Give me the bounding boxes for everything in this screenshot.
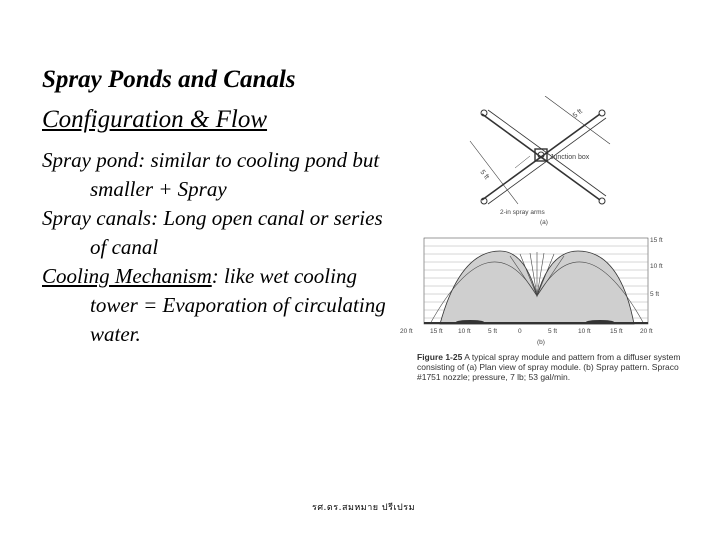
x-label: 10 ft	[458, 328, 471, 335]
x-label: 5 ft	[488, 328, 498, 335]
junction-label: Junction box	[550, 154, 590, 161]
x-label: 20 ft	[640, 328, 653, 335]
x-label: 15 ft	[610, 328, 623, 335]
height-15ft: 15 ft	[650, 237, 663, 244]
cooling-mechanism-term: Cooling Mechanism	[42, 264, 212, 288]
x-axis-labels	[400, 328, 653, 335]
dimension-line	[545, 96, 610, 144]
footer-author: รศ.ดร.สมหมาย ปรีเปรม	[312, 503, 416, 513]
spray-arms-label: 2-in spray arms	[500, 209, 545, 216]
spray-pattern	[424, 238, 648, 324]
plan-dim-left: 5 ft	[478, 168, 490, 181]
x-label: 15 ft	[430, 328, 443, 335]
height-10ft: 10 ft	[650, 263, 663, 270]
x-label: 10 ft	[578, 328, 591, 335]
slide-subtitle: Configuration & Flow	[42, 106, 268, 133]
nozzle	[599, 198, 605, 204]
caption-text: A typical spray module and pattern from a diffuser system consisting of (a) Plan view of spray module. (b) Spray pattern. Spraco #1751 nozzle; pressure, 7 lb; 53 gal/min.	[417, 352, 681, 382]
slide-body	[42, 146, 392, 349]
height-5ft: 5 ft	[650, 291, 660, 298]
x-label: 5 ft	[548, 328, 558, 335]
paragraph-spray-pond: Spray pond: similar to cooling pond but smaller + Spray	[42, 148, 380, 201]
nozzle	[599, 110, 605, 116]
panel-b-label: (b)	[537, 339, 545, 346]
cooling-mechanism-text: : like wet cooling tower = Evaporation of circulating water.	[90, 264, 386, 346]
plan-view	[470, 96, 610, 204]
dimension-line	[470, 141, 518, 204]
paragraph-cooling-mechanism	[42, 262, 392, 349]
panel-a-label: (a)	[540, 219, 548, 226]
paragraph-spray-canals: Spray canals: Long open canal or series of canal	[42, 206, 383, 259]
slide-title: Spray Ponds and Canals	[42, 66, 296, 93]
caption-lead: Figure 1-25	[417, 352, 463, 362]
x-label: 0	[518, 328, 522, 335]
x-label: 20 ft	[400, 328, 413, 335]
figure-caption	[417, 352, 687, 382]
plan-dim-top: 5 ft	[571, 108, 584, 120]
